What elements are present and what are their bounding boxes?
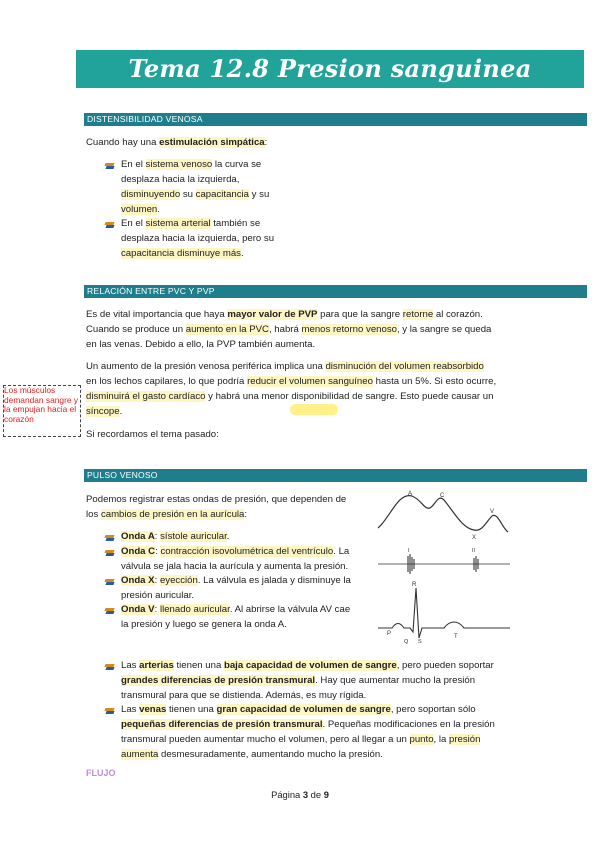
title-banner <box>76 50 584 88</box>
onda-x-line2: presión auricular. <box>121 590 195 601</box>
wave-label-a: A <box>408 491 413 497</box>
ecg-label-p: P <box>387 631 392 637</box>
ecg-label-r: R <box>412 582 417 588</box>
dist-bullet2-line1: En el sistema arterial también se <box>121 218 261 229</box>
margin-comment: Los músculos demandan sangre y la empujan hacia el corazón <box>3 385 81 437</box>
arterias-line3: transmural para que se distienda. Además, es muy rígida. <box>121 690 367 701</box>
pulso-intro-line1: Podemos registrar estas ondas de presión, que dependen de <box>86 494 347 505</box>
bullet-arrow-icon <box>104 705 116 715</box>
onda-v-line2: la presión y luego se genera la onda A. <box>121 619 287 630</box>
bullet-arrow-icon <box>104 160 116 170</box>
dist-bullet1-line1: En el sistema venoso la curva se <box>121 159 262 170</box>
rel-p1-line1: Es de vital importancia que haya mayor valor de PVP para que la sangre retorne al corazón. <box>86 309 483 320</box>
pulso-intro-line2: los cambios de presión en la aurícula: <box>86 509 248 520</box>
venas-line1: Las venas tienen una gran capacidad de volumen de sangre, pero soportan sólo <box>121 704 476 715</box>
ecg-label-q: Q <box>404 639 409 645</box>
flujo-heading: FLUJO <box>86 768 116 778</box>
rel-p2-line1: Un aumento de la presión venosa periférica implica una disminución del volumen reabsorbido <box>86 361 484 372</box>
venas-line2: pequeñas diferencias de presión transmural. Pequeñas modificaciones en la presión <box>121 719 495 730</box>
bullet-arrow-icon <box>104 605 116 615</box>
rel-p2-line3: disminuirá el gasto cardíaco y habrá una menor disponibilidad de sangre. Esto puede causar un <box>86 391 494 402</box>
dist-intro: Cuando hay una estimulación simpática: <box>86 137 268 148</box>
venous-pulse-figure <box>370 488 520 648</box>
section-header-distensibilidad: DISTENSIBILIDAD VENOSA <box>84 113 587 126</box>
rel-p1-line2: Cuando se produce un aumento en la PVC, habrá menos retorno venoso, y la sangre se queda <box>86 324 492 335</box>
bullet-arrow-icon <box>104 661 116 671</box>
sound-label-1: I <box>408 548 410 554</box>
arterias-line2: grandes diferencias de presión transmural. Hay que aumentar mucho la presión <box>121 675 476 686</box>
page-footer: Página 3 de 9 <box>271 789 329 800</box>
onda-v: Onda V: llenado auricular. Al abrirse la válvula AV cae <box>121 604 351 615</box>
bullet-arrow-icon <box>104 532 116 542</box>
dist-bullet2-line3: capacitancia disminuye más. <box>121 248 244 259</box>
venous-pulse-curve <box>378 496 508 532</box>
wave-label-c: C <box>440 493 445 499</box>
highlight-mark <box>290 404 338 415</box>
rel-p2-line4: síncope. <box>86 406 123 417</box>
dist-bullet1-line3: disminuyendo su capacitancia y su <box>121 189 270 200</box>
onda-c: Onda C: contracción isovolumétrica del ventrículo. La <box>121 546 350 557</box>
wave-label-v: V <box>490 509 495 515</box>
rel-p1-line3: en las venas. Debido a ello, la PVP también aumenta. <box>86 339 316 350</box>
sound-label-2: II <box>472 548 476 554</box>
bullet-arrow-icon <box>104 219 116 229</box>
dist-bullet2-line2: desplaza hacia la izquierda, pero su <box>121 233 275 244</box>
rel-p3: Si recordamos el tema pasado: <box>86 429 219 440</box>
page-title: Tema 12.8 Presion sanguinea <box>128 54 532 83</box>
dist-bullet1-line4: volumen. <box>121 204 160 215</box>
rel-p2-line2: en los lechos capilares, lo que podría reducir el volumen sanguíneo hasta un 5%. Si esto ocurre, <box>86 376 497 387</box>
arterias-line1: Las arterias tienen una baja capacidad de volumen de sangre, pero pueden soportar <box>121 660 494 671</box>
section-header-pulso: PULSO VENOSO <box>84 469 587 482</box>
onda-x: Onda X: eyección. La válvula es jalada y disminuye la <box>121 575 351 586</box>
bullet-arrow-icon <box>104 576 116 586</box>
venas-line3: transmural pueden aumentar mucho el volumen, pero al llegar a un punto, la presión <box>121 734 481 745</box>
ecg-trace <box>378 588 510 638</box>
ecg-label-s: S <box>418 639 422 645</box>
onda-c-line2: válvula se jala hacia la aurícula y aumenta la presión. <box>121 561 349 572</box>
onda-a: Onda A: sístole auricular. <box>121 531 230 542</box>
dist-bullet1-line2: desplaza hacia la izquierda, <box>121 174 240 185</box>
ecg-label-t: T <box>454 634 458 640</box>
section-header-relacion: RELACIÓN ENTRE PVC Y PVP <box>84 285 587 298</box>
venas-line4: aumenta desmesuradamente, aumentando mucho la presión. <box>121 749 383 760</box>
bullet-arrow-icon <box>104 547 116 557</box>
wave-label-x: X <box>472 535 477 541</box>
